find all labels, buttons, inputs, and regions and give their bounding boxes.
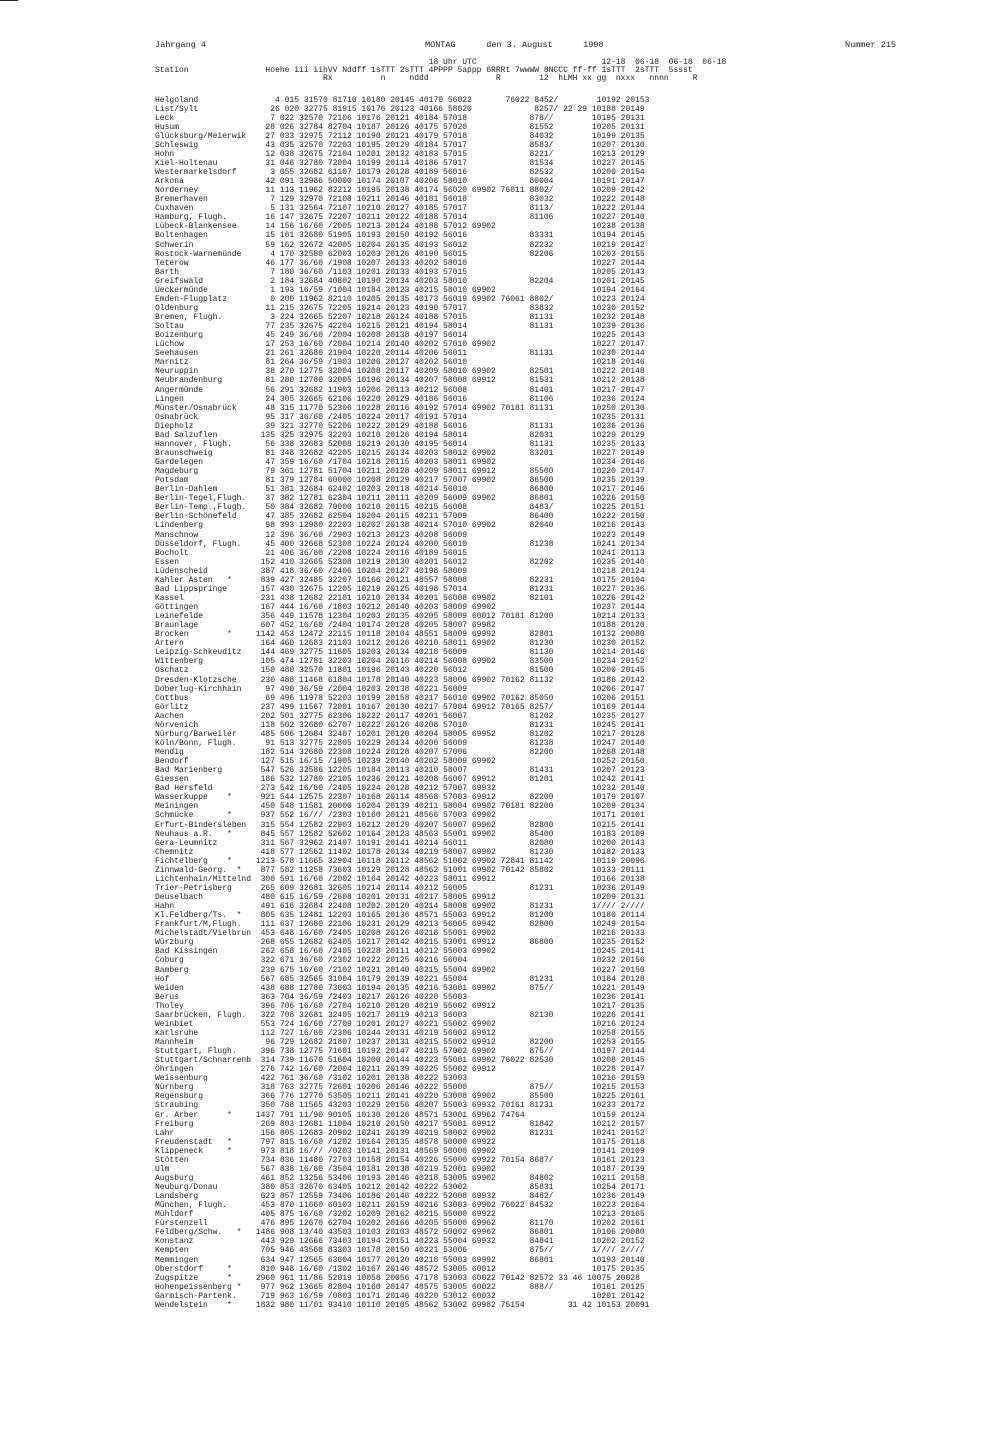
station-row: Freudenstadt * 797 815 16/60 /1202 10164 20135 48578 50000 69922 10175 20118 [155, 1137, 645, 1147]
station-row: München, Flugh. 453 870 11660 60103 10211 20159 40216 53003 69902 76022 84532 10223 20164 [155, 1201, 645, 1211]
station-row: Soltau 77 235 32675 42204 10215 20121 40194 58014 81131 10239 20136 [155, 322, 645, 332]
station-row: Görlitz 237 499 11567 72001 10167 20130 40217 57004 69912 70165 8257/ 10169 20144 [155, 702, 645, 712]
station-row: Münster/Osnabrück 48 315 11770 52306 10228 20116 40192 57014 69902 70181 81131 10250 20130 [155, 403, 645, 413]
station-row: Seehausen 21 261 32680 21904 10220 20114 40206 56011 81131 10230 20144 [155, 349, 645, 359]
station-row: Berus 363 704 36/59 /2403 10217 20126 40220 55003 10236 20141 [155, 992, 645, 1002]
station-row: Doberlug-Kirchhain 97 490 36/59 /2004 10203 20138 40221 56009 10206 20147 [155, 684, 645, 694]
station-row: Berlin-Tegel,Flugh. 37 382 12781 62304 10211 20111 40209 56009 69902 86801 10226 20150 [155, 494, 645, 504]
station-row: Emden-Flugplatz 0 200 11962 82110 10205 20135 40173 56019 69902 76061 8802/ 10223 20124 [155, 294, 645, 304]
station-row: Wasserkuppe * 921 544 12575 22307 10168 20114 48568 57003 69912 82200 10179 20107 [155, 793, 645, 803]
station-row: Bremen, Flugh. 3 224 32665 52207 10218 20124 40188 57015 81131 10232 20148 [155, 313, 645, 322]
station-row: Boizenburg 45 249 36/60 /2004 10208 20138 40197 56014 10225 20143 [155, 331, 645, 341]
station-row: Oldenburg 11 215 32675 72205 10214 20123 40190 57017 83832 10230 20152 [155, 303, 645, 313]
station-row: Bocholt 21 406 36/60 /2208 10224 20116 40189 56015 10241 20113 [155, 548, 645, 558]
station-row: Freiburg 269 803 12681 11004 10210 20150 40217 55001 69912 81842 10212 20157 [155, 1119, 645, 1129]
issue-date: MONTAG den 3. August 1998 [425, 40, 604, 50]
station-row: Lüdenscheid 387 418 36/60 /2406 10204 20127 40198 58009 10218 20124 [155, 566, 645, 576]
station-row: Dresden-Klotzsche 230 488 11468 61804 10178 20140 40223 58006 69902 70162 81132 10186 20142 [155, 675, 645, 685]
station-row: Öhringen 276 742 16/60 /2004 10211 20139 40225 55002 69912 10228 20147 [155, 1065, 645, 1075]
station-row: Ulm 567 838 16/60 /3504 10181 20138 40219 52001 69902 10187 20139 [155, 1164, 645, 1174]
station-row: Chemnitz 418 577 12562 11402 10178 20134 40219 58007 69902 81230 10182 20133 [155, 847, 645, 857]
station-row: Coburg 322 671 36/60 /2302 10222 20125 40216 56004 10232 20156 [155, 956, 645, 966]
station-row: Bad Marienberg 547 526 32586 12205 10184 20113 40210 58007 81431 10207 20123 [155, 766, 645, 776]
station-row: Lüchow 17 253 16/60 /2004 10214 20140 40202 57010 69902 10227 20147 [155, 340, 645, 350]
station-row: Karlsruhe 112 727 16/60 /2306 10244 20131 40219 56002 69912 10258 20155 [155, 1028, 645, 1038]
station-row: Greifswald 2 184 32684 40802 10190 20134 40203 58010 82204 10201 20145 [155, 276, 645, 286]
station-row: Michelstadt/Vielbrun 453 648 16/60 /2405 10208 20126 40218 55001 69902 10216 20133 [155, 929, 645, 939]
station-row: Giessen 186 532 12780 22105 10236 20121 40208 56007 69912 81201 10242 20141 [155, 775, 645, 785]
station-row: Arkona 42 091 32986 50000 10174 20107 40206 58010 80004 10191 20147 [155, 177, 645, 187]
station-row: Hamburg, Flugh. 16 147 32675 72207 10211 20122 40188 57014 81106 10227 20140 [155, 213, 645, 223]
station-row: Helgoland 4 015 31570 81710 10180 20145 40170 56022 76022 8452/ 10192 20153 [155, 95, 650, 105]
top-margin-mark [0, 0, 18, 1]
station-row: Magdeburg 79 361 12781 51704 10211 20128 40209 58011 69912 85500 10220 20147 [155, 467, 645, 477]
station-row: Bendorf 127 515 16/15 /1905 10239 20140 40202 58009 69902 10252 20150 [155, 757, 645, 767]
station-row: Wendelstein * 1832 980 11/01 93410 10110 20105 48562 53002 69982 75154 31 42 10153 20091 [155, 1300, 650, 1310]
station-row: Osnabrück 95 317 36/60 /2405 10224 20117 40191 57014 10235 20131 [155, 412, 645, 422]
station-row: Meiningen 450 548 11581 20000 10204 20139 40211 58004 69902 70181 82200 10209 20134 [155, 802, 645, 812]
station-row: Hof 567 685 32565 31004 10179 20139 40221 55004 81231 10184 20128 [155, 974, 645, 984]
station-row: Feldberg/Schw. * 1486 908 13/40 43503 10103 20103 48572 50002 69962 86801 10106 20080 [155, 1228, 645, 1238]
station-row: Mühldorf 405 875 16/60 /3202 10209 20162 40215 55000 69922 10213 20165 [155, 1210, 645, 1220]
station-row: Braunschweig 81 348 32682 42205 10215 20134 40203 58012 69902 83201 10227 20149 [155, 448, 645, 458]
station-row: Regensburg 366 776 12770 53505 10211 20141 40220 53008 69902 85500 10225 20161 [155, 1092, 645, 1102]
station-row: Diepholz 39 321 32770 52206 10222 20129 40188 56016 81131 10236 20136 [155, 421, 645, 431]
station-row: Mendig 182 514 32680 22308 10224 20128 40207 57006 82200 10268 20148 [155, 748, 645, 757]
station-row: Fichtelberg * 1213 578 11665 32904 10118 20112 48562 51002 69902 72841 81142 10119 20096 [155, 856, 645, 866]
station-row: Kiel-Holtenau 31 046 32780 72004 10199 20114 40186 57017 81534 10227 20145 [155, 158, 645, 168]
station-row: Bad Hersfeld 273 542 16/60 /2405 10224 20128 40212 57007 69932 10232 20140 [155, 784, 645, 794]
station-row: Deuselbach 480 615 16/59 /2608 10201 20131 40217 58005 69912 10209 20131 [155, 893, 645, 902]
station-row: Garmisch-Partenk. 719 963 16/59 /0803 10171 20146 40220 53012 60032 10201 20142 [155, 1291, 645, 1301]
station-row: Landsberg 623 857 12559 73406 10186 20146 40222 52008 69932 8482/ 10236 20149 [155, 1192, 645, 1202]
station-row: Stuttgart/Schnarrenb 314 739 11670 51604 10200 20144 40223 55001 69902 76022 82530 10208 20145 [155, 1056, 645, 1066]
station-row: Köln/Bonn, Flugh. 91 513 32775 22805 10229 20134 40200 56009 81238 10247 20140 [155, 738, 645, 748]
station-row: Kassel 231 438 12682 22101 10210 20134 40201 56008 69902 82101 10226 20142 [155, 593, 645, 603]
station-row: Weinbiet 553 724 16/60 /2709 10201 20127 40221 55002 69902 10216 20124 [155, 1019, 645, 1029]
station-row: Cuxhaven 5 131 32564 72107 10210 20127 40185 57017 8113/ 10222 20144 [155, 204, 645, 214]
station-row: Hohenpeissenberg * 977 962 13665 82804 10160 20147 48575 53005 60022 888// 10161 20125 [155, 1282, 645, 1292]
station-row: Bad Kissingen 262 658 16/60 /2405 10228 20111 40212 55003 69902 10245 20141 [155, 947, 645, 957]
column-header-line-2: Station Hoehe iii iihVV Nddff 1sTTT 2sTTT 4PPPP 5appp 6RRRt 7wwWW 8NCCC ff-ff 1sTTT 2sTTT 5ssst [155, 65, 693, 75]
station-row: Leck 7 022 32570 72106 10176 20121 40184 57018 878// 10195 20131 [155, 113, 645, 123]
station-row: Berlin-Dahlem 51 381 32684 62402 10203 20118 40214 56010 86800 10217 20146 [155, 485, 645, 495]
station-row: Nürnberg 318 763 32775 72601 10206 20146 40222 55000 875// 10215 20153 [155, 1083, 645, 1093]
station-row: Glücksburg/Meierwik 27 033 32975 72112 10190 20121 40179 57018 84032 10199 20135 [155, 131, 645, 141]
station-row: Artern 164 460 12683 21103 10212 20126 40210 58011 69902 81230 10230 20152 [155, 639, 645, 649]
station-row: Göttingen 167 444 16/60 /1803 10212 20140 40203 58009 69902 10237 20144 [155, 603, 645, 612]
station-table [155, 96, 649, 1310]
station-row: Neubrandenburg 81 280 12780 32005 10196 20134 40207 58008 69912 81531 10212 20138 [155, 376, 645, 386]
station-row: Frankfurt/M,Flugh. 111 637 12680 22106 10231 20129 40213 56005 69942 82800 10249 20154 [155, 920, 645, 930]
station-row: Hahn 491 616 32684 22408 10202 20120 40214 58008 69902 81231 1//// 2//// [155, 902, 645, 912]
station-row: Kempten 705 946 43568 83303 10178 20150 40221 53006 875// 1//// 2//// [155, 1246, 645, 1256]
station-row: Lichtenhain/Mittelnd 300 591 16/60 /2002 10164 20142 40223 58011 69912 10166 20138 [155, 874, 645, 884]
issue-number: Nummer 215 [845, 40, 897, 50]
station-row: Gera-Leumnitz 311 567 32962 21407 10191 20141 40214 56011 82080 10200 20143 [155, 838, 645, 848]
station-row: Weissenburg 422 761 36/60 /3102 10201 20138 40222 53003 10216 20159 [155, 1074, 645, 1084]
station-row: Augsburg 461 852 13256 53406 10193 20146 40218 53005 69902 84802 10211 20158 [155, 1173, 645, 1183]
station-row: Lingen 24 305 32665 62106 10220 20129 40186 56016 81106 10236 20124 [155, 394, 645, 404]
station-row: Lindenberg 98 393 12980 22203 10202 20138 40214 57010 69902 82040 10216 20143 [155, 521, 645, 531]
station-row: Konstanz 443 929 12666 73403 10194 20151 40223 55004 69932 84841 10202 20152 [155, 1237, 645, 1247]
station-row: Rostock-Warnemünde 4 170 32580 62003 10203 20126 40190 56015 82206 10203 20155 [155, 249, 645, 259]
station-row: Lahr 156 805 12683 20902 10241 20139 40219 58002 69902 81231 10241 20152 [155, 1128, 645, 1138]
station-row: Barth 7 180 36/60 /1103 10201 20133 40193 57015 10205 20143 [155, 267, 645, 277]
station-row: Trier-Petrisberg 265 609 32681 32605 10214 20114 40212 56005 81231 10236 20149 [155, 883, 645, 893]
station-row: Hannover, Flugh. 56 338 32683 52008 10219 20130 40195 56014 81131 10235 20133 [155, 439, 645, 449]
station-row: Bamberg 239 675 16/60 /2102 10221 20140 40215 55004 69902 10227 20150 [155, 965, 645, 975]
station-row: Straubing 350 788 11565 43203 10229 20156 40207 55003 69932 70161 81231 10233 20172 [155, 1101, 645, 1111]
station-row: Essen 152 410 32665 52308 10219 20130 40201 56012 82202 10235 20140 [155, 557, 645, 567]
station-row: Teterow 46 177 36/60 /1908 10207 20133 40202 58010 10227 20144 [155, 258, 645, 268]
station-row: Angermünde 56 291 32682 11903 10206 20113 40212 56008 81401 10217 20147 [155, 385, 645, 395]
station-row: Zinnwald-Georg. * 877 582 11258 73603 10129 20128 48562 51001 69902 70142 85802 10133 20111 [155, 865, 645, 875]
station-row: Kl.Feldberg/Ts. * 805 635 12481 12203 10165 20136 48571 55003 69912 81200 10180 20114 [155, 911, 645, 921]
station-row: Boltenhagen 15 161 32680 51905 10193 20150 40192 56016 83331 10194 20145 [155, 231, 645, 241]
station-row: Hohn 12 038 32675 72104 10201 20132 40183 57015 8221/ 10213 20129 [155, 149, 645, 159]
station-row: Husum 28 026 32784 82704 10187 20126 40175 57020 81552 10205 20131 [155, 122, 645, 132]
station-row: Zugspitze * 2960 961 11/86 52019 10058 20056 47178 53003 60022 70142 82572 33 46 10075 20028 [155, 1273, 640, 1283]
station-row: Neuhaus a.R. * 845 557 12582 52602 10164 20123 48563 55001 69902 85400 10183 20109 [155, 829, 645, 839]
station-row: Schleswig 43 035 32570 72203 10195 20129 40184 57017 8583/ 10207 20130 [155, 140, 645, 150]
station-row: Manschnow 12 396 36/60 /2903 10213 20123 40208 56009 10223 20149 [155, 530, 645, 540]
station-row: Bremerhaven 7 129 32970 72108 10211 20146 40181 56018 83032 10222 20148 [155, 195, 645, 205]
station-row: Marnitz 81 264 36/59 /1903 10206 20127 40202 56010 10218 20146 [155, 358, 645, 368]
year-label: Jahrgang 4 [155, 40, 207, 50]
station-row: Cottbus 69 496 11978 52203 10199 20158 40217 56010 69902 70162 85050 10206 20151 [155, 693, 645, 703]
station-row: Leinefelde 356 449 11578 12304 10203 20135 40205 58009 60012 70181 81200 10214 20133 [155, 612, 645, 622]
station-row: Stötten 734 836 11480 72703 10158 20154 40226 55000 69922 70154 8687/ 10161 20123 [155, 1155, 645, 1165]
station-row: Bad Salzuflen 135 325 32975 32203 10210 20126 40194 58014 82031 10229 20129 [155, 430, 645, 440]
station-row: Stuttgart, Flugh. 396 738 12775 71601 10192 20147 40215 57002 69902 875// 10197 20144 [155, 1047, 645, 1057]
station-row: Westermarkelsdorf 3 055 32682 61107 10179 20128 40189 56016 82532 10200 20154 [155, 168, 645, 177]
station-row: Neuruppin 38 270 12775 32004 10208 20117 40209 58010 69902 82501 10222 20148 [155, 367, 645, 377]
station-row: Wittenberg 105 474 12781 32203 10204 20116 40214 56008 69902 83500 10234 20152 [155, 657, 645, 667]
station-row: Erfurt-Bindersleben 315 554 12582 22903 10212 20129 40207 56007 69902 82800 10215 20141 [155, 820, 645, 830]
station-row: Gr. Arber * 1437 791 11/90 90105 10130 20126 48571 53001 69962 74764 10159 20124 [155, 1110, 645, 1120]
station-row: Nürburg/Barweiler 485 506 12684 32407 10201 20120 40204 58005 69952 81202 10217 20128 [155, 729, 645, 739]
station-row: Leipzig-Schkeuditz 144 469 32775 11605 10203 20134 40218 56009 81130 10214 20146 [155, 648, 645, 658]
station-row: Aachen 202 501 32775 62306 10222 20117 40201 56007 81202 10235 20127 [155, 711, 645, 721]
station-row: Braunlage 607 452 16/60 /2404 10174 20128 40205 58007 69982 10188 20120 [155, 621, 645, 631]
station-row: Nörvenich 118 502 32680 62707 10222 20126 40208 57010 81231 10245 20141 [155, 720, 645, 730]
station-row: Berlin-Temp.,Flugh. 50 384 32682 70000 10210 20115 40215 56008 8483/ 10225 20151 [155, 503, 645, 513]
station-row: Berlin-Schönefeld 47 385 32682 62504 10204 20115 40211 57009 86400 10222 20150 [155, 512, 645, 522]
station-row: Kahler Asten * 839 427 32485 32207 10166 20121 48557 58008 82231 10175 20104 [155, 575, 645, 585]
station-row: Schwerin 59 162 32672 42005 10204 20135 40193 56012 82232 10219 20142 [155, 240, 645, 250]
station-row: List/Sylt 26 020 32775 81915 10176 20123 40166 58020 8257/ 22 29 10188 20149 [155, 104, 645, 114]
station-row: Ueckermünde 1 193 16/59 /1004 10184 20123 40215 58010 69902 10194 20164 [155, 285, 645, 295]
station-row: Fürstenzell 476 895 12670 62704 10202 20166 40205 55000 69962 81170 10202 20161 [155, 1219, 645, 1229]
station-row: Würzburg 268 655 12682 62405 10217 20142 40215 53001 69912 86800 10235 20152 [155, 938, 645, 948]
station-row: Schmücke * 937 552 16/// /2303 10160 20121 48566 57003 69902 10171 20101 [155, 811, 645, 821]
column-header-line-3: Rx n nddd R 12 hLMH xx gg nxxx nnnn R [155, 74, 698, 83]
station-row: Bad Lippspringe 157 430 32675 12205 10219 20125 40198 57014 81231 10227 20136 [155, 584, 645, 594]
station-row: Gardelegen 47 359 16/60 /1704 10218 20115 40203 58011 69902 10234 20146 [155, 458, 645, 467]
station-row: Mannheim 96 729 12682 21807 10237 20131 40215 55002 69912 82200 10253 20155 [155, 1038, 645, 1047]
station-row: Brocken * 1142 453 12472 22115 10118 20104 48551 58009 69992 82801 10132 20080 [155, 630, 645, 640]
station-row: Oschatz 150 480 32570 11801 10196 20143 40220 56012 81500 10200 20145 [155, 666, 645, 676]
station-row: Saarbrücken, Flugh. 322 708 32681 32405 10217 20119 40213 56003 82130 10226 20141 [155, 1010, 645, 1020]
station-row: Weiden 438 688 12780 73603 10194 20135 40216 53001 69902 875// 10221 20149 [155, 983, 645, 993]
station-row: Potsdam 81 379 12784 60000 10208 20129 40217 57007 69902 86500 10235 20139 [155, 476, 645, 486]
station-row: Oberstdorf * 810 948 16/60 /1302 10167 20146 48572 53005 60012 10175 20135 [155, 1264, 645, 1274]
station-row: Tholey 396 706 16/60 /2704 10210 20120 40219 55002 69912 10217 20135 [155, 1001, 645, 1011]
station-row: Memmingen 634 947 12565 63604 10177 20120 40218 55003 69992 86801 10193 20140 [155, 1255, 645, 1265]
station-row: Neuburg/Donau 380 853 32670 63405 10212 20142 40222 53002 85831 10254 20171 [155, 1183, 645, 1192]
station-row: Klippeneck * 973 818 16/// /0203 10141 20131 48569 50000 69902 10141 20109 [155, 1146, 645, 1156]
station-row: Norderney 11 113 11962 82212 10195 20138 40174 56020 69902 76011 8802/ 10209 20142 [155, 186, 645, 196]
column-header-line-1: 18 Uhr UTC 12-18 06-18 06-18 06-18 [155, 58, 727, 67]
station-row: Düsseldorf, Flugh. 45 400 32668 52308 10224 20124 40200 56010 81238 10241 20134 [155, 539, 645, 549]
station-row: Lübeck-Blankensee 14 156 16/60 /2005 10213 20124 40188 57012 69902 10238 20138 [155, 222, 645, 232]
